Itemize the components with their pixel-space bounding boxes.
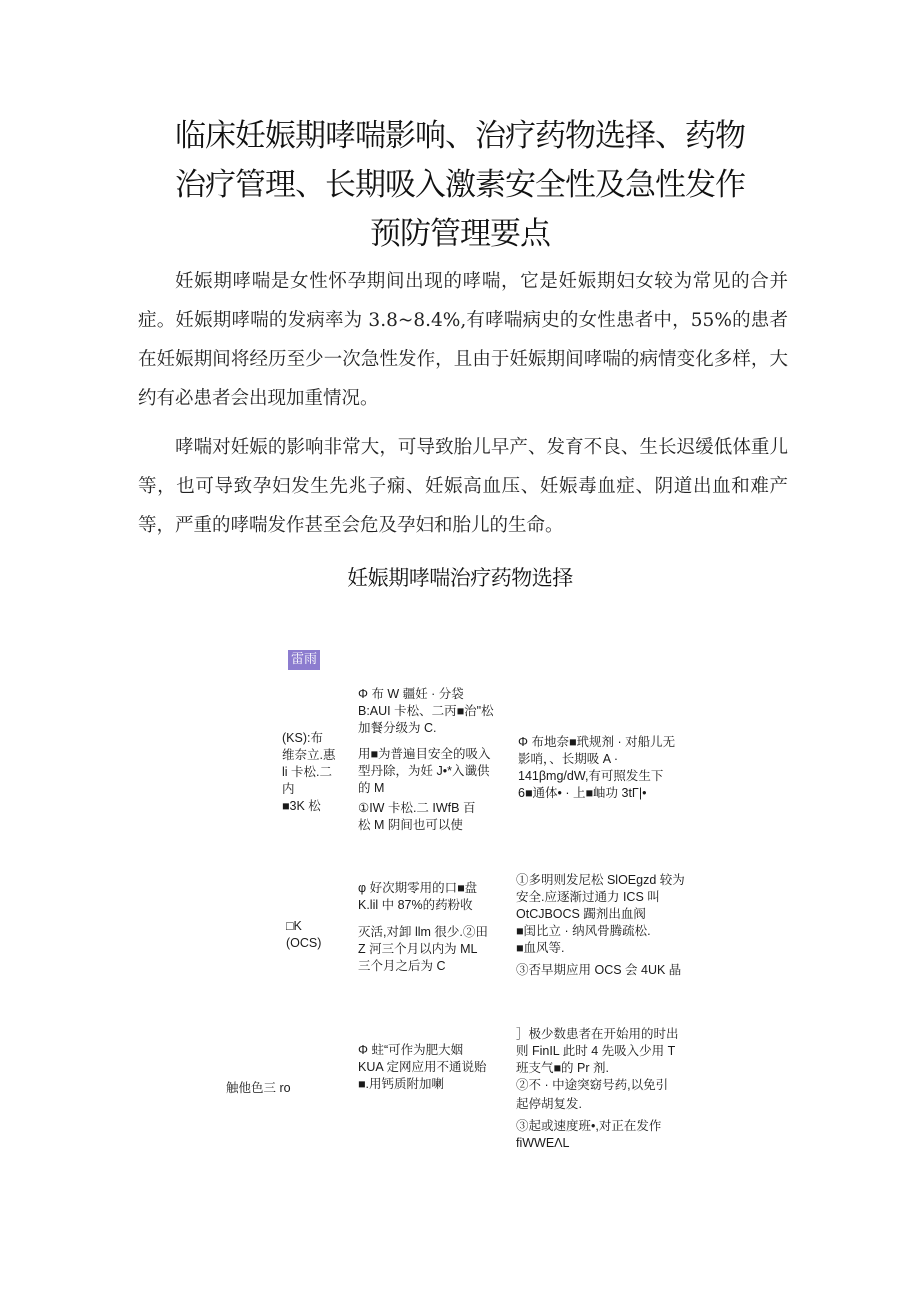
- row-ics-label: (KS):布 维奈立.惠 li 卡松.二 内 ■3K 松: [282, 731, 336, 813]
- row-ocs-label: □K (OCS): [286, 919, 322, 950]
- intro-paragraph: 妊娠期哮喘是女性怀孕期间出现的哮喘，它是妊娠期妇女较为常见的合并症。妊娠期哮喘的发病率为 3.8~8.4%,有哮喘病史的女性患者中，55%的患者在妊娠期间将经历至少一次急性发作，且由于妊娠期间哮喘的病情变化多样，大约有必患者会出现加重情况。: [138, 271, 788, 409]
- row-ics-col2: Φ 布地奈■玳规剂 · 对船儿无 影哨，、长期吸 A · 141βmg/dW,有可照发生下 6■通体• · 上■岫功 3tΓ|•: [518, 735, 676, 800]
- row-ocs-col1-b: 灭活,对卸 llm 很少.②田 Z 河三个月以内为 ML 三个月之后为 C: [358, 925, 488, 973]
- row-other-col2-c: ③起或速度班•,对正在发作 fiWWEΛL: [516, 1119, 662, 1150]
- section-title: 妊娠期哮喘治疗药物选择: [347, 566, 573, 590]
- impact-paragraph: 哮喘对妊娠的影响非常大，可导致胎儿早产、发育不良、生长迟缓低体重儿等，也可导致孕妇发生先兆子痫、妊娠高血压、妊娠毒血症、阴道出血和难产等，严重的哮喘发作甚至会危及孕妇和胎儿的生命。: [138, 437, 788, 536]
- row-ics-col1-c: ①IW 卡松.二 IWfB 百 松 M 阴间也可以使: [358, 801, 476, 832]
- table-header-badge: 雷雨: [288, 650, 320, 670]
- row-ics-col1-a: Φ 布 W 疆妊 · 分袋 B:AUI 卡松、二丙■治"松 加餐分级为 C.: [358, 687, 494, 735]
- row-ocs-col2-b: ③否早期应用 OCS 会 4UK 晶: [516, 963, 682, 977]
- row-ocs-col2-a: ①多明则发尼松 SlOEgzd 较为 安全.应逐渐过通力 ICS 叫 OtCJBOCS 躅剂出血阀 ■闺比立 · 纳风骨腾疏松. ■血风等.: [516, 873, 685, 955]
- row-other-col1: Φ 蛀“可作为肥大姻 KUA 定网应用不通说贻 ■.用钙质附加喇: [358, 1043, 487, 1091]
- row-other-col2-b: 起停胡复发.: [516, 1097, 582, 1111]
- title-line-2: 治疗管理、长期吸入激素安全性及急性发作: [175, 167, 745, 203]
- row-ocs-col1-a: φ 好次期零用的口■盘 K.lil 中 87%的药粉收: [358, 881, 478, 912]
- title-line-3: 预防管理要点: [370, 216, 550, 252]
- row-ics-col1-b: 用■为普遍目安全的吸入 型丹除，为妊 J•*入谶供 的 M: [358, 747, 491, 795]
- row-other-col2-a: ］极少数患者在开始用的时出 则 FinIL 此时 4 先吸入少用 T 班支气■的 Pr 剂. ②不 · 中途突窈号药,以免引: [516, 1027, 679, 1092]
- title-line-1: 临床妊娠期哮喘影响、治疗药物选择、药物: [175, 118, 745, 154]
- document-title: [0, 112, 920, 259]
- row-other-label: 触他色三 ro: [226, 1081, 291, 1095]
